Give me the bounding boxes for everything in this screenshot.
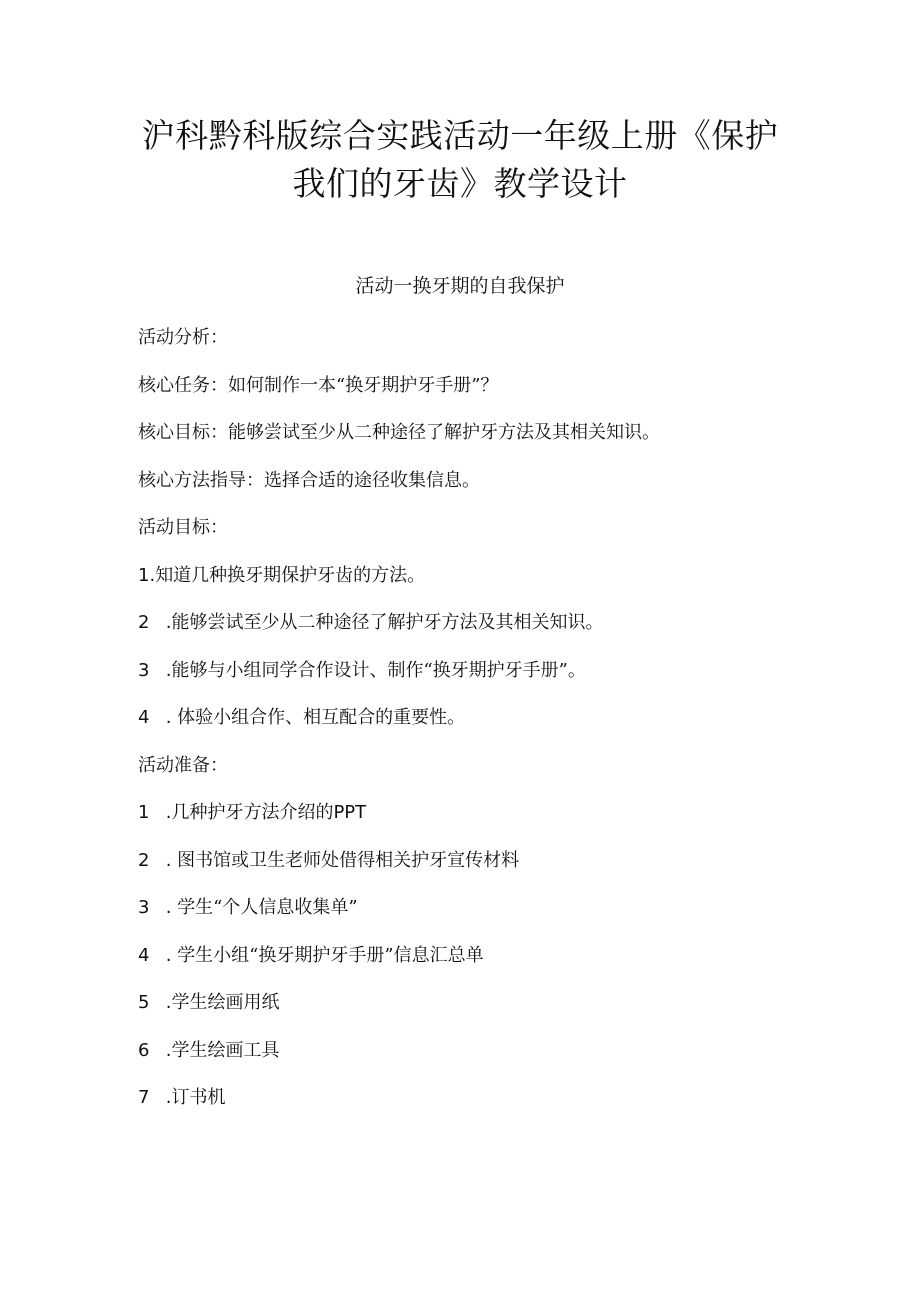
preparation-text: 图书馆或卫生老师处借得相关护牙宣传材料 — [177, 849, 520, 871]
objective-separator: . — [149, 564, 156, 586]
core-task: 核心任务：如何制作一本“换牙期护牙手册”？ — [138, 374, 499, 396]
preparation-item — [138, 799, 818, 847]
preparation-number: 1 — [138, 802, 150, 823]
document-body — [138, 324, 818, 1132]
preparation-separator: . — [160, 944, 178, 966]
objective-text: 能够尝试至少从二种途径了解护牙方法及其相关知识。 — [171, 612, 604, 633]
objective-separator: . — [160, 612, 172, 633]
preparation-item — [138, 894, 818, 942]
objective-item — [138, 609, 818, 657]
objectives-label: 活动目标： — [138, 517, 228, 538]
objective-number: 3 — [138, 659, 150, 681]
preparation-number: 7 — [138, 1087, 150, 1108]
preparation-text: 学生小组“换牙期护牙手册”信息汇总单 — [177, 944, 484, 966]
analysis-label: 活动分析： — [138, 327, 228, 348]
document-title-line-1: 沪科黔科版综合实践活动一年级上册《保护 — [141, 116, 779, 155]
objective-text: 体验小组合作、相互配合的重要性。 — [177, 707, 466, 728]
preparation-text: 学生“个人信息收集单” — [177, 897, 358, 918]
objective-item — [138, 562, 818, 610]
preparation-label: 活动准备： — [138, 754, 228, 776]
preparation-number: 3 — [138, 897, 150, 918]
preparation-latin-text: PPT — [333, 802, 367, 823]
preparation-separator: . — [160, 802, 172, 823]
preparation-text: 几种护牙方法介绍的 — [171, 802, 334, 823]
objective-text: 知道几种换牙期保护牙齿的方法。 — [155, 564, 426, 586]
objective-separator: . — [160, 707, 178, 728]
objective-item — [138, 704, 818, 752]
preparation-item — [138, 989, 818, 1037]
preparation-number: 4 — [138, 944, 150, 966]
preparation-text: 学生绘画用纸 — [171, 992, 280, 1013]
core-method: 核心方法指导：选择合适的途径收集信息。 — [138, 469, 480, 491]
preparation-number: 2 — [138, 849, 150, 871]
preparation-separator: . — [160, 1039, 172, 1061]
core-goal: 核心目标：能够尝试至少从二种途径了解护牙方法及其相关知识。 — [138, 422, 660, 443]
objective-number: 4 — [138, 707, 150, 728]
document-title — [0, 112, 920, 208]
preparation-separator: . — [160, 897, 178, 918]
preparation-item — [138, 1084, 818, 1132]
preparation-text: 学生绘画工具 — [171, 1039, 280, 1061]
preparation-number: 6 — [138, 1039, 150, 1061]
preparation-separator: . — [160, 992, 172, 1013]
objective-number: 1 — [138, 564, 150, 586]
preparation-text: 订书机 — [171, 1087, 226, 1108]
objective-item — [138, 657, 818, 705]
preparation-separator: . — [160, 1087, 172, 1108]
preparation-separator: . — [160, 849, 178, 871]
objective-text: 能够与小组同学合作设计、制作“换牙期护牙手册”。 — [171, 659, 586, 681]
document-title-line-2: 我们的牙齿》教学设计 — [292, 164, 628, 203]
preparation-item — [138, 847, 818, 895]
section-heading: 活动一换牙期的自我保护 — [355, 275, 565, 297]
objective-number: 2 — [138, 612, 150, 633]
preparation-number: 5 — [138, 992, 150, 1013]
preparation-item — [138, 942, 818, 990]
preparation-item — [138, 1037, 818, 1085]
objective-separator: . — [160, 659, 172, 681]
